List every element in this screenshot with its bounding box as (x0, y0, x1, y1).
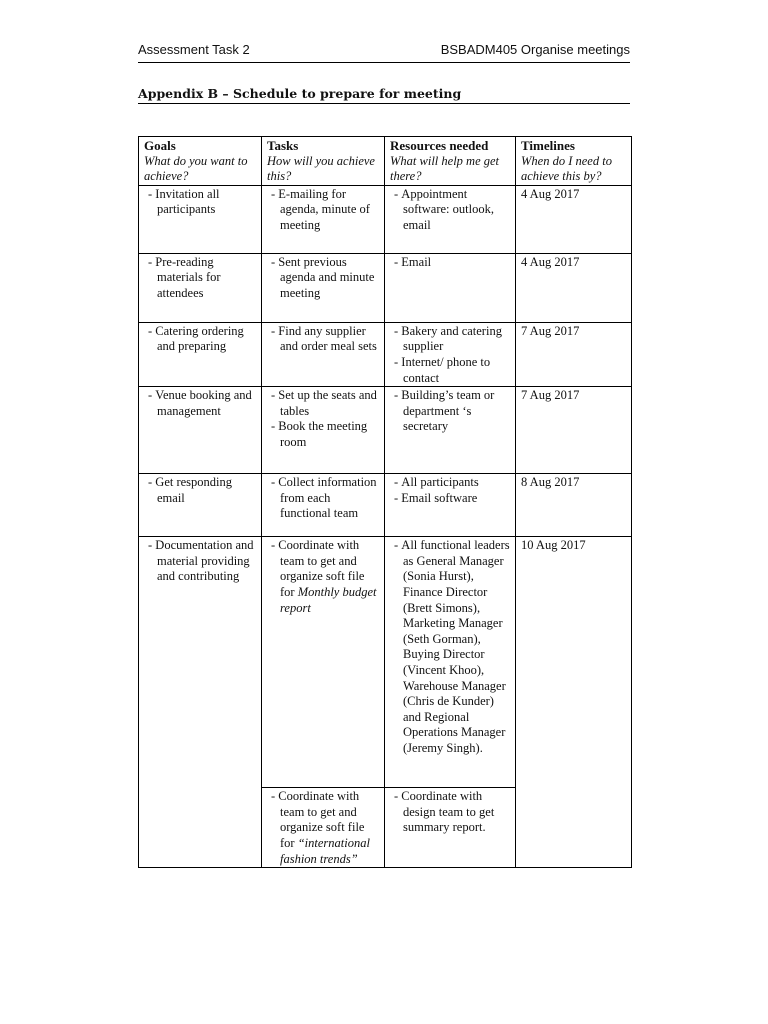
column-header-timelines: Timelines When do I need to achieve this by? (516, 137, 632, 186)
tasks-cell: - Coordinate with team to get and organize soft file for “international fashion trends” (262, 788, 385, 868)
goal-cell: - Documentation and material providing and contributing (139, 537, 262, 868)
column-header-tasks: Tasks How will you achieve this? (262, 137, 385, 186)
timeline-cell: 7 Aug 2017 (516, 387, 632, 474)
table-row (139, 537, 632, 788)
goal-cell: - Invitation all participants (139, 185, 262, 253)
tasks-cell: - Collect information from each functional team (262, 474, 385, 537)
resources-cell: - Email (385, 253, 516, 322)
resources-cell: - All participants - Email software (385, 474, 516, 537)
table-row (139, 474, 632, 537)
table-row (139, 322, 632, 386)
timeline-cell: 8 Aug 2017 (516, 474, 632, 537)
table-header-row (139, 137, 632, 186)
appendix-title: Appendix B – Schedule to prepare for meeting (138, 86, 630, 104)
table-row (139, 253, 632, 322)
tasks-cell: - Sent previous agenda and minute meeting (262, 253, 385, 322)
table-row (139, 185, 632, 253)
goal-cell: - Pre-reading materials for attendees (139, 253, 262, 322)
resources-cell: - Appointment software: outlook, email (385, 185, 516, 253)
header-right: BSBADM405 Organise meetings (440, 42, 630, 57)
page-header (138, 40, 630, 63)
timeline-cell: 7 Aug 2017 (516, 322, 632, 386)
resources-cell: - Building’s team or department ‘s secretary (385, 387, 516, 474)
resources-cell: - Bakery and catering supplier - Internet/ phone to contact (385, 322, 516, 386)
resources-cell: - All functional leaders as General Manager (Sonia Hurst), Finance Director (Brett Simons), Marketing Manager (Seth Gorman), Buying Director (Vincent Khoo), Warehouse Manager (Chris de Kunder) and Regional Operations Manager (Jeremy Singh). (385, 537, 516, 788)
tasks-cell: - Coordinate with team to get and organize soft file for Monthly budget report (262, 537, 385, 788)
timeline-cell: 4 Aug 2017 (516, 185, 632, 253)
schedule-table (138, 136, 632, 868)
goal-cell: - Get responding email (139, 474, 262, 537)
goal-cell: - Catering ordering and preparing (139, 322, 262, 386)
timeline-cell: 4 Aug 2017 (516, 253, 632, 322)
table-row (139, 387, 632, 474)
column-header-resources: Resources needed What will help me get there? (385, 137, 516, 186)
header-left: Assessment Task 2 (138, 42, 250, 57)
column-header-goals: Goals What do you want to achieve? (139, 137, 262, 186)
tasks-cell: - Set up the seats and tables - Book the meeting room (262, 387, 385, 474)
resources-cell: - Coordinate with design team to get summary report. (385, 788, 516, 868)
timeline-cell: 10 Aug 2017 (516, 537, 632, 868)
tasks-cell: - Find any supplier and order meal sets (262, 322, 385, 386)
tasks-cell: - E-mailing for agenda, minute of meeting (262, 185, 385, 253)
goal-cell: - Venue booking and management (139, 387, 262, 474)
